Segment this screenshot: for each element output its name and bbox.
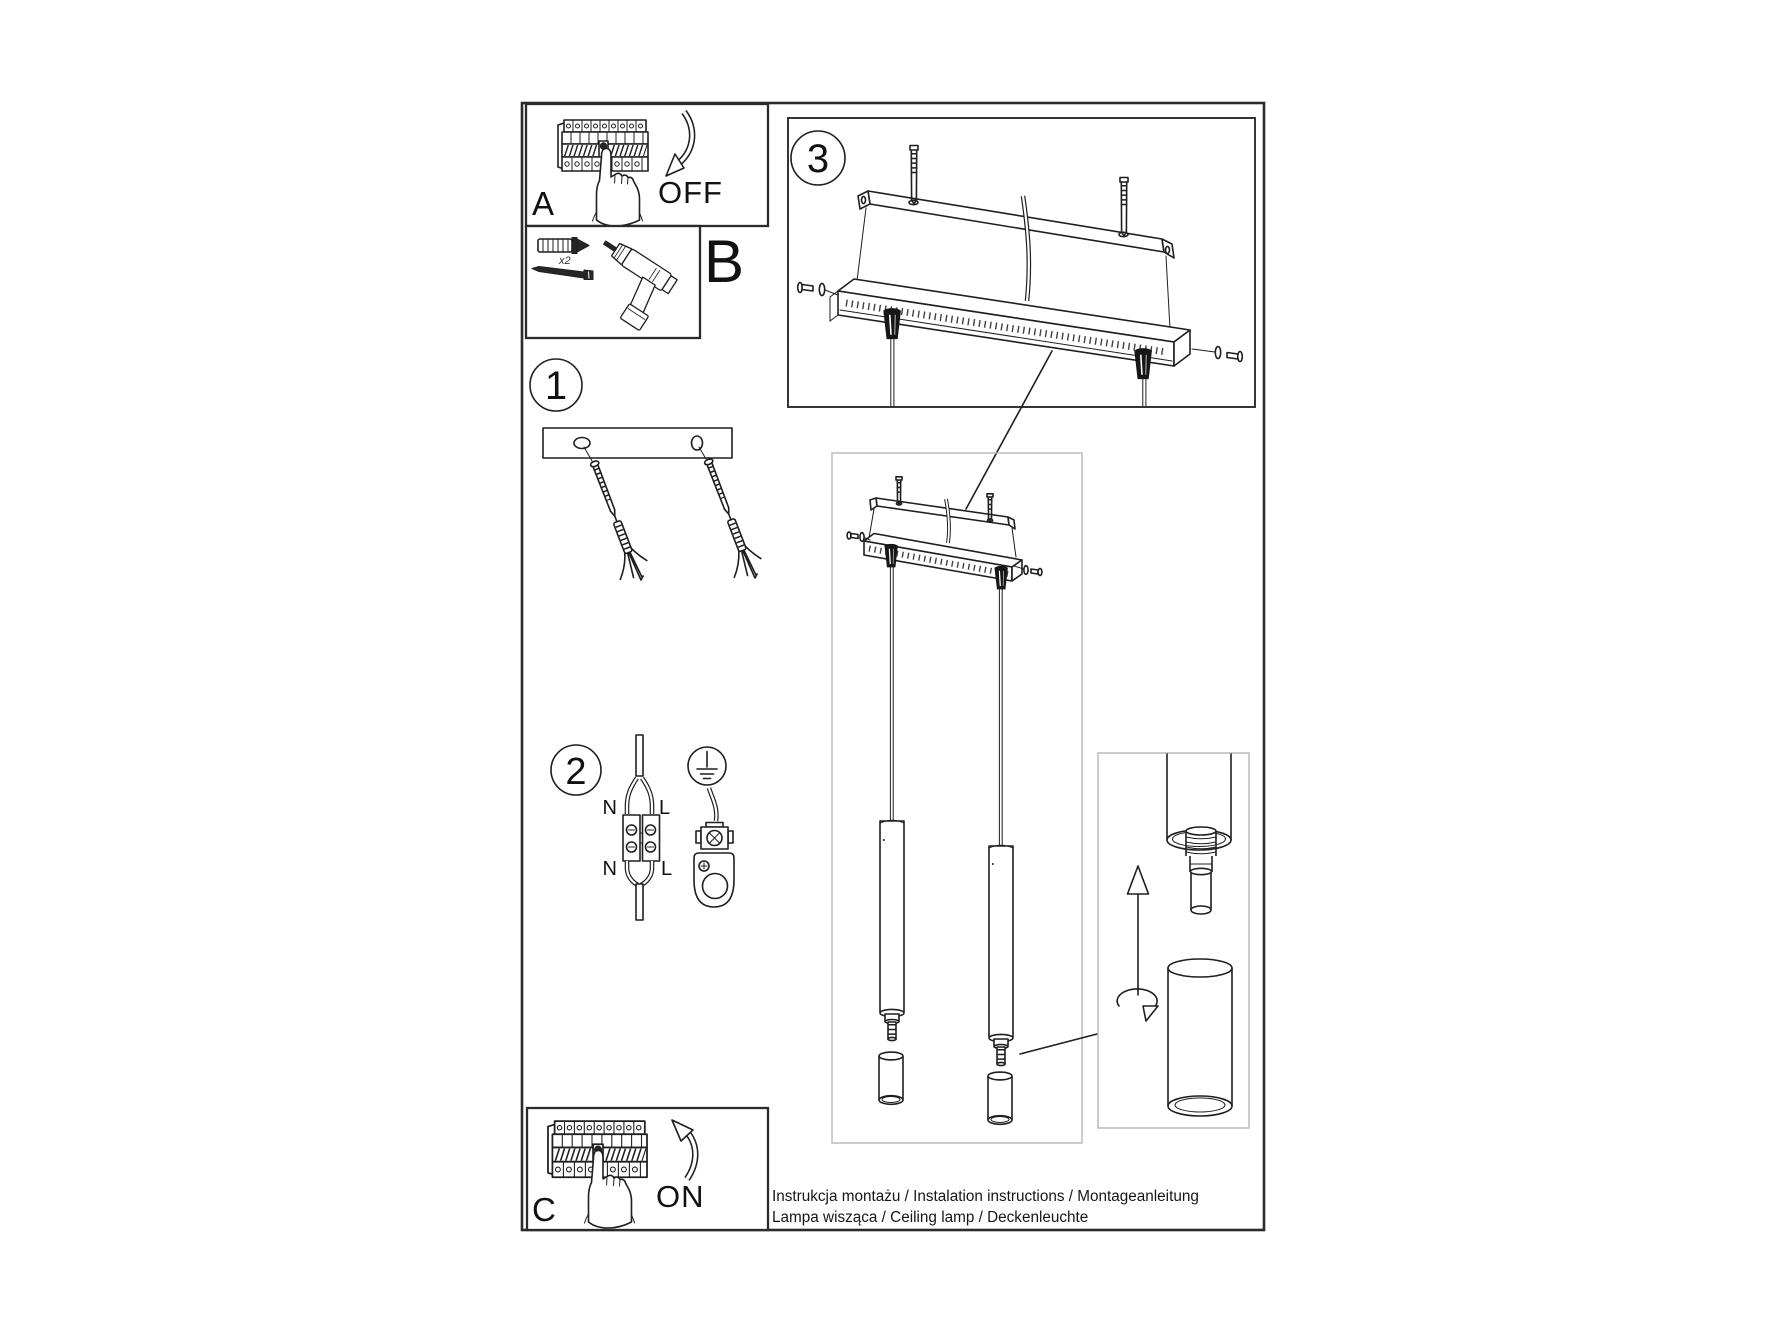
lamp-cable	[627, 861, 652, 920]
anchor-screw-icon	[577, 457, 652, 587]
mains-cable	[627, 735, 652, 814]
panel-b-tools	[526, 226, 744, 338]
wire-label-n-bottom: N	[602, 858, 617, 880]
detail-inset	[1098, 753, 1249, 1128]
tube-lamp-left	[880, 820, 904, 1040]
caption	[772, 1188, 1199, 1226]
lamp-assembly	[832, 453, 1082, 1143]
caption-line-2: Lampa wisząca / Ceiling lamp / Deckenleuchte	[772, 1209, 1089, 1226]
callout-line	[1020, 1034, 1097, 1054]
panel-c-label: C	[532, 1191, 556, 1228]
panel-c-power-on	[527, 1108, 768, 1230]
step-3-number: 3	[806, 137, 830, 181]
wire-label-l-top: L	[659, 797, 671, 819]
step-3-bracket-panel	[788, 118, 1255, 407]
up-arrow-icon	[1128, 866, 1149, 995]
cord-grip	[885, 544, 898, 567]
detail-shade-cylinder	[1168, 959, 1232, 1116]
tube-lamp-right	[989, 845, 1013, 1065]
suspension-cable	[999, 588, 1002, 845]
panel-a-label: A	[532, 185, 555, 222]
suspension-cable	[890, 567, 893, 820]
plate-hole	[692, 436, 703, 450]
panel-a-power-off	[526, 104, 768, 226]
ceiling-plate	[543, 428, 732, 458]
lamp-holder-icon	[694, 823, 734, 908]
panel-b-label: B	[704, 228, 745, 295]
cord-grip	[1135, 348, 1152, 378]
off-label: OFF	[658, 175, 723, 210]
detail-tube-end	[1167, 754, 1231, 914]
wire-label-l-bottom: L	[661, 858, 673, 880]
caption-line-1: Instrukcja montażu / Instalation instructions / Montageanleitung	[772, 1188, 1199, 1205]
step-2-number: 2	[565, 751, 587, 793]
shade-cylinder-left	[879, 1052, 903, 1104]
terminal-block	[623, 815, 660, 861]
on-label: ON	[656, 1179, 705, 1214]
ground-symbol-icon	[688, 747, 726, 785]
step-2-wiring	[551, 735, 734, 920]
small-screw-icon	[896, 477, 902, 505]
anchor-screw-icon	[691, 455, 766, 585]
plate-hole	[574, 438, 590, 449]
step-1-number: 1	[544, 364, 568, 408]
cord-grip	[884, 308, 901, 338]
ground-wire	[709, 788, 716, 821]
canopy-cable	[946, 499, 949, 543]
step-1-anchors	[530, 359, 767, 587]
plug-quantity: x2	[559, 255, 571, 267]
cord-grip	[995, 566, 1008, 589]
shade-cylinder-right	[988, 1072, 1012, 1124]
mounting-bracket-small	[870, 498, 1015, 529]
wire-label-n-top: N	[602, 797, 617, 819]
